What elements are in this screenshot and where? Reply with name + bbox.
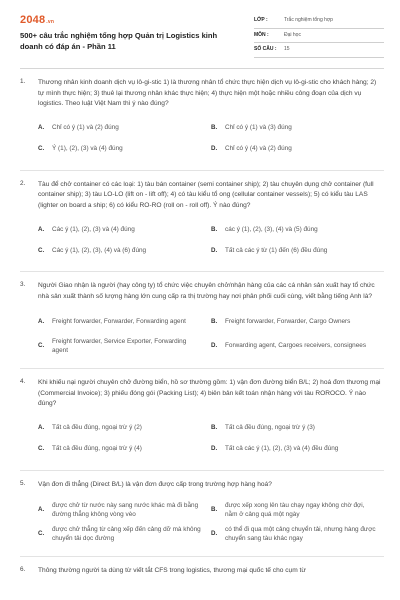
question-1 xyxy=(20,78,384,170)
option-text: Tất cả đều đúng, ngoại trừ ý (4) xyxy=(52,445,142,453)
option-letter: C. xyxy=(38,342,45,350)
option-a[interactable] xyxy=(38,310,211,334)
option-b[interactable] xyxy=(211,219,384,240)
option-text: Tất cả đều đúng, ngoại trừ ý (2) xyxy=(52,424,142,432)
meta-row-subject xyxy=(254,29,384,44)
option-c[interactable] xyxy=(38,439,211,460)
option-text: Chỉ có ý (4) và (2) đúng xyxy=(225,145,292,153)
option-letter: B. xyxy=(211,225,218,233)
document-title: 500+ câu trắc nghiệm tổng hợp Quản trị Logistics kinh doanh có đáp án - Phần 11 xyxy=(20,31,218,51)
option-letter: C. xyxy=(38,145,45,153)
meta-value: Đại học xyxy=(284,31,301,38)
question-number: 2. xyxy=(20,179,26,187)
question-number: 6. xyxy=(20,566,26,573)
option-text: được xếp xong lên tàu chạy ngay không chờ đợi, nằm ở cảng quá một ngày xyxy=(225,501,365,518)
option-letter: D. xyxy=(211,145,218,153)
option-a[interactable] xyxy=(38,118,211,139)
option-letter: B. xyxy=(211,424,218,432)
question-6 xyxy=(20,556,384,587)
option-text: Chỉ có ý (1) và (3) đúng xyxy=(225,124,292,132)
question-text: Người Giao nhận là người (hay công ty) tổ chức việc chuyên chở/nhận hàng của các cá nhân sản xuất hay tổ chức nhà sản xuất thành số lượng hàng lớn cung cấp ra thị trường hay nơi phân phối cuối cùng, viết bằng tiếng Anh là? xyxy=(38,282,375,300)
option-letter: A. xyxy=(38,506,45,514)
option-c[interactable] xyxy=(38,334,211,358)
option-letter: C. xyxy=(38,445,45,453)
meta-label: LỚP : xyxy=(254,17,268,23)
meta-label: SỐ CÂU : xyxy=(254,46,277,52)
question-number: 3. xyxy=(20,281,26,288)
option-letter: A. xyxy=(38,124,45,132)
option-letter: C. xyxy=(38,530,45,538)
option-d[interactable] xyxy=(211,522,384,546)
options-grid xyxy=(38,118,384,160)
option-text: Tất cả đều đúng, ngoại trừ ý (3) xyxy=(225,424,315,432)
document-header xyxy=(0,0,400,64)
question-list xyxy=(0,78,400,600)
option-letter: C. xyxy=(38,246,45,254)
question-2 xyxy=(20,170,384,272)
option-letter: B. xyxy=(211,124,218,132)
option-letter: A. xyxy=(38,424,45,432)
options-grid xyxy=(38,418,384,460)
question-number: 5. xyxy=(20,479,26,487)
meta-info-box xyxy=(254,14,384,58)
option-text: Ý (1), (2), (3) và (4) đúng xyxy=(52,145,123,153)
meta-value: Trắc nghiệm tổng hợp xyxy=(284,17,333,23)
option-a[interactable] xyxy=(38,418,211,439)
question-number: 4. xyxy=(20,378,26,385)
option-letter: B. xyxy=(211,318,218,326)
question-5 xyxy=(20,470,384,557)
option-d[interactable] xyxy=(211,139,384,160)
option-letter: D. xyxy=(211,530,218,538)
option-b[interactable] xyxy=(211,418,384,439)
option-text: Tất cả các ý (1), (2), (3) và (4) đều đúng xyxy=(225,445,339,453)
option-text: Chỉ có ý (1) và (2) đúng xyxy=(52,124,119,132)
question-text: Thương nhân kinh doanh dịch vụ lô-gi-stic 1) là thương nhân tổ chức thực hiện dịch vụ lô-gi-stic cho khách hàng; 2) tự mình thực hiện; 3) thuê lại thương nhân khác thực hiện; 4) thực hiện một hoặc nhiều công đoạn của dịch vụ logistics. Theo luật Việt Nam thì ý nào đúng? xyxy=(38,79,377,107)
option-text: Tất cả các ý từ (1) đến (6) đều đúng xyxy=(225,246,328,254)
option-text: Các ý (1), (2), (3) và (4) đúng xyxy=(52,225,135,233)
question-4 xyxy=(20,368,384,470)
logo-suffix: .vn xyxy=(46,19,55,25)
meta-row-count xyxy=(254,43,384,58)
option-b[interactable] xyxy=(211,310,384,334)
options-grid xyxy=(38,498,384,546)
option-letter: A. xyxy=(38,318,45,326)
option-letter: B. xyxy=(211,506,218,514)
option-text: Freight forwarder, Forwarder, Forwarding agent xyxy=(52,318,186,326)
option-c[interactable] xyxy=(38,240,211,261)
option-text: Freight forwarder, Service Exporter, Forwarding agent xyxy=(52,337,187,354)
option-text: Các ý (1), (2), (3), (4) và (6) đúng xyxy=(52,246,147,254)
meta-label: MÔN : xyxy=(254,31,269,38)
options-grid xyxy=(38,219,384,261)
option-letter: D. xyxy=(211,246,218,254)
question-3 xyxy=(20,271,384,368)
question-text: Tàu để chở container có các loại: 1) tàu bán container (semi container ship); 2) tàu chuyên dụng chở container (full container ship); 3) tàu LO-LO (lift on - lift off); 4) có tàu kiểu tổ ong (cellular container vessels); 5) có kiểu tàu LAS (lighter on board a ship; 6) có kiểu RO-RO (roll on - roll off). Ý nào đúng? xyxy=(38,180,374,209)
question-text: Khi khiếu nại người chuyên chở đường biển, hồ sơ thường gồm: 1) vận đơn đường biển B/L; 2) hoá đơn thương mại (Commercial Invoice); 3) phiếu đóng gói (Packing List); 4) biên bản kết toán nhận hàng với tàu ROROCO. Ý nào đúng? xyxy=(38,379,381,407)
option-text: được chở từ nước này sang nước khác mà đi bằng đường thẳng không vòng vèo xyxy=(52,501,199,518)
site-logo[interactable] xyxy=(20,14,54,26)
option-b[interactable] xyxy=(211,118,384,139)
header-divider xyxy=(20,68,384,69)
option-letter: D. xyxy=(211,342,218,350)
option-d[interactable] xyxy=(211,439,384,460)
option-b[interactable] xyxy=(211,498,384,522)
option-text: các ý (1), (2), (3), (4) và (5) đúng xyxy=(225,225,318,233)
option-c[interactable] xyxy=(38,139,211,160)
option-a[interactable] xyxy=(38,219,211,240)
option-c[interactable] xyxy=(38,522,211,546)
option-text: được chở thẳng từ cảng xếp đến cảng dỡ mà không chuyển tải dọc đường xyxy=(52,525,201,542)
option-letter: A. xyxy=(38,225,45,233)
question-number: 1. xyxy=(20,78,26,85)
option-d[interactable] xyxy=(211,240,384,261)
option-a[interactable] xyxy=(38,498,211,522)
option-text: Forwarding agent, Cargoes receivers, consignees xyxy=(225,342,367,350)
question-text: Thông thường người ta dùng từ viết tắt CFS trong logistics, thương mại quốc tế cho cụm từ xyxy=(38,567,306,574)
option-letter: D. xyxy=(211,445,218,453)
meta-row-class xyxy=(254,14,384,29)
option-text: có thể đi qua một cảng chuyển tải, nhưng hàng được chuyển sang tàu khác ngay xyxy=(225,525,376,542)
option-text: Freight forwarder, Forwarder, Cargo Owners xyxy=(225,318,351,326)
option-d[interactable] xyxy=(211,334,384,358)
question-text: Vận đơn đi thẳng (Direct B/L) là vận đơn được cấp trong trường hợp hàng hoá? xyxy=(38,480,272,488)
options-grid xyxy=(38,310,384,358)
logo-text: 2048 xyxy=(20,14,46,26)
meta-value: 15 xyxy=(284,46,290,52)
